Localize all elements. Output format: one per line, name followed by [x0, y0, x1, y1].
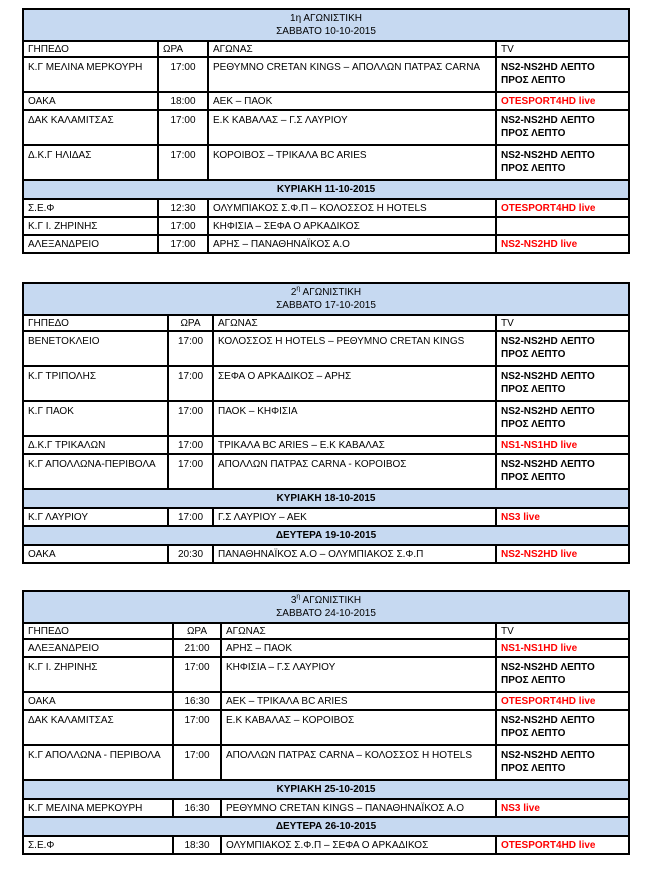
match-cell: ΑΡΗΣ – ΠΑΟΚ — [221, 639, 496, 657]
tv-cell: NS2-NS2HD ΛΕΠΤΟ ΠΡΟΣ ΛΕΠΤΟ — [496, 110, 629, 145]
tv-cell: OTESPORT4HD live — [496, 199, 629, 217]
table-row — [23, 235, 629, 253]
venue-cell: Κ.Γ ΑΠΟΛΛΩΝΑ - ΠΕΡΙΒΟΛΑ — [23, 745, 173, 780]
tv-cell: NS2-NS2HD live — [496, 235, 629, 253]
table-row — [23, 199, 629, 217]
col-time-header: ΩΡΑ — [173, 623, 221, 639]
venue-cell: ΟΑΚΑ — [23, 92, 158, 110]
venue-cell: Σ.Ε.Φ — [23, 836, 173, 854]
round-title: $2^\eta$ ΑΓΩΝΙΣΤΙΚΗ — [290, 285, 362, 298]
table-row — [23, 331, 629, 366]
col-venue-header: ΓΗΠΕΔΟ — [23, 315, 168, 331]
time-cell: 17:00 — [158, 235, 208, 253]
venue-cell: ΟΑΚΑ — [23, 545, 168, 563]
col-tv-header: TV — [496, 315, 629, 331]
time-cell: 17:00 — [173, 710, 221, 745]
col-time-header: ΩΡΑ — [168, 315, 213, 331]
time-cell: 17:00 — [168, 401, 213, 436]
table-row — [23, 366, 629, 401]
round-title: 1η ΑΓΩΝΙΣΤΙΚΗ — [290, 13, 362, 24]
match-cell: ΠΑΝΑΘΗΝΑΪΚΟΣ Α.Ο – ΟΛΥΜΠΙΑΚΟΣ Σ.Φ.Π — [213, 545, 496, 563]
tv-cell: OTESPORT4HD live — [496, 92, 629, 110]
match-cell: ΚΗΦΙΣΙΑ – Γ.Σ ΛΑΥΡΙΟΥ — [221, 657, 496, 692]
tv-cell: NS2-NS2HD ΛΕΠΤΟ ΠΡΟΣ ΛΕΠΤΟ — [496, 657, 629, 692]
time-cell: 21:00 — [173, 639, 221, 657]
match-cell: ΡΕΘΥΜΝΟ CRETAN KINGS – ΠΑΝΑΘΗΝΑΪΚΟΣ Α.Ο — [221, 799, 496, 817]
time-cell: 17:00 — [158, 57, 208, 92]
venue-cell: ΔΑΚ ΚΑΛΑΜΙΤΣΑΣ — [23, 110, 158, 145]
tv-cell — [496, 217, 629, 235]
col-match-header: ΑΓΩΝΑΣ — [221, 623, 496, 639]
match-cell: ΑΕΚ – ΠΑΟΚ — [208, 92, 496, 110]
round-title: $3^\eta$ ΑΓΩΝΙΣΤΙΚΗ — [290, 593, 362, 606]
venue-cell: Κ.Γ ΜΕΛΙΝΑ ΜΕΡΚΟΥΡΗ — [23, 799, 173, 817]
tv-cell: NS1-NS1HD live — [496, 639, 629, 657]
match-cell: ΤΡΙΚΑΛΑ BC ARIES – Ε.Κ ΚΑΒΑΛΑΣ — [213, 436, 496, 454]
table-row — [23, 508, 629, 526]
time-cell: 17:00 — [158, 217, 208, 235]
venue-cell: ΒΕΝΕΤΟΚΛΕΙΟ — [23, 331, 168, 366]
table-row — [23, 217, 629, 235]
col-match-header: ΑΓΩΝΑΣ — [208, 41, 496, 57]
round-3-table — [22, 590, 630, 855]
tv-cell: NS2-NS2HD ΛΕΠΤΟ ΠΡΟΣ ΛΕΠΤΟ — [496, 331, 629, 366]
tv-cell: NS2-NS2HD ΛΕΠΤΟ ΠΡΟΣ ΛΕΠΤΟ — [496, 366, 629, 401]
venue-cell: Κ.Γ ΠΑΟΚ — [23, 401, 168, 436]
table-row — [23, 692, 629, 710]
table-row — [23, 57, 629, 92]
tv-cell: NS2-NS2HD ΛΕΠΤΟ ΠΡΟΣ ΛΕΠΤΟ — [496, 710, 629, 745]
day-header: ΚΥΡΙΑΚΗ 11-10-2015 — [23, 180, 629, 199]
round-date: ΣΑΒΒΑΤΟ 17-10-2015 — [276, 300, 376, 311]
time-cell: 16:30 — [173, 692, 221, 710]
day-header: ΔΕΥΤΕΡΑ 19-10-2015 — [23, 526, 629, 545]
tv-cell: NS2-NS2HD ΛΕΠΤΟ ΠΡΟΣ ΛΕΠΤΟ — [496, 57, 629, 92]
col-time-header: ΩΡΑ — [158, 41, 208, 57]
tv-cell: OTESPORT4HD live — [496, 692, 629, 710]
table-row — [23, 454, 629, 489]
col-tv-header: TV — [496, 41, 629, 57]
time-cell: 17:00 — [168, 366, 213, 401]
tv-cell: NS3 live — [496, 508, 629, 526]
venue-cell: Δ.Κ.Γ ΗΛΙΔΑΣ — [23, 145, 158, 180]
match-cell: ΚΗΦΙΣΙΑ – ΣΕΦΑ Ο ΑΡΚΑΔΙΚΟΣ — [208, 217, 496, 235]
day-header: ΚΥΡΙΑΚΗ 25-10-2015 — [23, 780, 629, 799]
match-cell: ΡΕΘΥΜΝΟ CRETAN KINGS – ΑΠΟΛΛΩΝ ΠΑΤΡΑΣ CARNA — [208, 57, 496, 92]
venue-cell: ΑΛΕΞΑΝΔΡΕΙΟ — [23, 235, 158, 253]
tv-cell: NS1-NS1HD live — [496, 436, 629, 454]
round-2-header — [23, 283, 629, 315]
table-row — [23, 639, 629, 657]
match-cell: Ε.Κ ΚΑΒΑΛΑΣ – Γ.Σ ΛΑΥΡΙΟΥ — [208, 110, 496, 145]
table-row — [23, 110, 629, 145]
tv-cell: NS2-NS2HD ΛΕΠΤΟ ΠΡΟΣ ΛΕΠΤΟ — [496, 401, 629, 436]
match-cell: ΑΕΚ – ΤΡΙΚΑΛΑ BC ARIES — [221, 692, 496, 710]
venue-cell: Κ.Γ ΤΡΙΠΟΛΗΣ — [23, 366, 168, 401]
round-1-table — [22, 8, 630, 254]
tv-cell: NS2-NS2HD ΛΕΠΤΟ ΠΡΟΣ ΛΕΠΤΟ — [496, 454, 629, 489]
match-cell: Ε.Κ ΚΑΒΑΛΑΣ – ΚΟΡΟΙΒΟΣ — [221, 710, 496, 745]
table-row — [23, 145, 629, 180]
tv-cell: NS2-NS2HD ΛΕΠΤΟ ΠΡΟΣ ΛΕΠΤΟ — [496, 745, 629, 780]
table-row — [23, 657, 629, 692]
round-date: ΣΑΒΒΑΤΟ 10-10-2015 — [276, 26, 376, 37]
time-cell: 17:00 — [158, 145, 208, 180]
day-header: ΔΕΥΤΕΡΑ 26-10-2015 — [23, 817, 629, 836]
tv-cell: NS3 live — [496, 799, 629, 817]
match-cell: ΑΠΟΛΛΩΝ ΠΑΤΡΑΣ CARNA - ΚΟΡΟΙΒΟΣ — [213, 454, 496, 489]
match-cell: ΑΡΗΣ – ΠΑΝΑΘΗΝΑΪΚΟΣ Α.Ο — [208, 235, 496, 253]
time-cell: 17:00 — [173, 657, 221, 692]
tv-cell: NS2-NS2HD live — [496, 545, 629, 563]
col-venue-header: ΓΗΠΕΔΟ — [23, 41, 158, 57]
match-cell: ΚΟΡΟΙΒΟΣ – ΤΡΙΚΑΛΑ BC ARIES — [208, 145, 496, 180]
match-cell: ΟΛΥΜΠΙΑΚΟΣ Σ.Φ.Π – ΣΕΦΑ Ο ΑΡΚΑΔΙΚΟΣ — [221, 836, 496, 854]
table-row — [23, 745, 629, 780]
time-cell: 12:30 — [158, 199, 208, 217]
venue-cell: Κ.Γ ΜΕΛΙΝΑ ΜΕΡΚΟΥΡΗ — [23, 57, 158, 92]
round-1-header — [23, 9, 629, 41]
venue-cell: Κ.Γ Ι. ΖΗΡΙΝΗΣ — [23, 217, 158, 235]
venue-cell: Κ.Γ Ι. ΖΗΡΙΝΗΣ — [23, 657, 173, 692]
venue-cell: Δ.Κ.Γ ΤΡΙΚΑΛΩΝ — [23, 436, 168, 454]
table-row — [23, 710, 629, 745]
match-cell: ΟΛΥΜΠΙΑΚΟΣ Σ.Φ.Π – ΚΟΛΟΣΣΟΣ Η HOTELS — [208, 199, 496, 217]
col-tv-header: TV — [496, 623, 629, 639]
match-cell: ΠΑΟΚ – ΚΗΦΙΣΙΑ — [213, 401, 496, 436]
match-cell: ΚΟΛΟΣΣΟΣ Η HOTELS – ΡΕΘΥΜΝΟ CRETAN KINGS — [213, 331, 496, 366]
col-match-header: ΑΓΩΝΑΣ — [213, 315, 496, 331]
venue-cell: Κ.Γ ΑΠΟΛΛΩΝΑ-ΠΕΡΙΒΟΛΑ — [23, 454, 168, 489]
day-header: ΚΥΡΙΑΚΗ 18-10-2015 — [23, 489, 629, 508]
round-3-header — [23, 591, 629, 623]
tv-cell: NS2-NS2HD ΛΕΠΤΟ ΠΡΟΣ ΛΕΠΤΟ — [496, 145, 629, 180]
time-cell: 17:00 — [168, 508, 213, 526]
round-date: ΣΑΒΒΑΤΟ 24-10-2015 — [276, 608, 376, 619]
venue-cell: Σ.Ε.Φ — [23, 199, 158, 217]
time-cell: 17:00 — [158, 110, 208, 145]
time-cell: 20:30 — [168, 545, 213, 563]
table-row — [23, 799, 629, 817]
venue-cell: ΑΛΕΞΑΝΔΡΕΙΟ — [23, 639, 173, 657]
venue-cell: Κ.Γ ΛΑΥΡΙΟΥ — [23, 508, 168, 526]
time-cell: 18:00 — [158, 92, 208, 110]
tv-cell: OTESPORT4HD live — [496, 836, 629, 854]
table-row — [23, 436, 629, 454]
time-cell: 17:00 — [173, 745, 221, 780]
time-cell: 17:00 — [168, 331, 213, 366]
table-row — [23, 836, 629, 854]
match-cell: ΣΕΦΑ Ο ΑΡΚΑΔΙΚΟΣ – ΑΡΗΣ — [213, 366, 496, 401]
match-cell: Γ.Σ ΛΑΥΡΙΟΥ – ΑΕΚ — [213, 508, 496, 526]
table-row — [23, 545, 629, 563]
time-cell: 17:00 — [168, 454, 213, 489]
round-2-table — [22, 282, 630, 564]
table-row — [23, 401, 629, 436]
time-cell: 18:30 — [173, 836, 221, 854]
table-row — [23, 92, 629, 110]
time-cell: 16:30 — [173, 799, 221, 817]
venue-cell: ΔΑΚ ΚΑΛΑΜΙΤΣΑΣ — [23, 710, 173, 745]
venue-cell: ΟΑΚΑ — [23, 692, 173, 710]
match-cell: ΑΠΟΛΛΩΝ ΠΑΤΡΑΣ CARNA – ΚΟΛΟΣΣΟΣ Η HOTELS — [221, 745, 496, 780]
col-venue-header: ΓΗΠΕΔΟ — [23, 623, 173, 639]
time-cell: 17:00 — [168, 436, 213, 454]
